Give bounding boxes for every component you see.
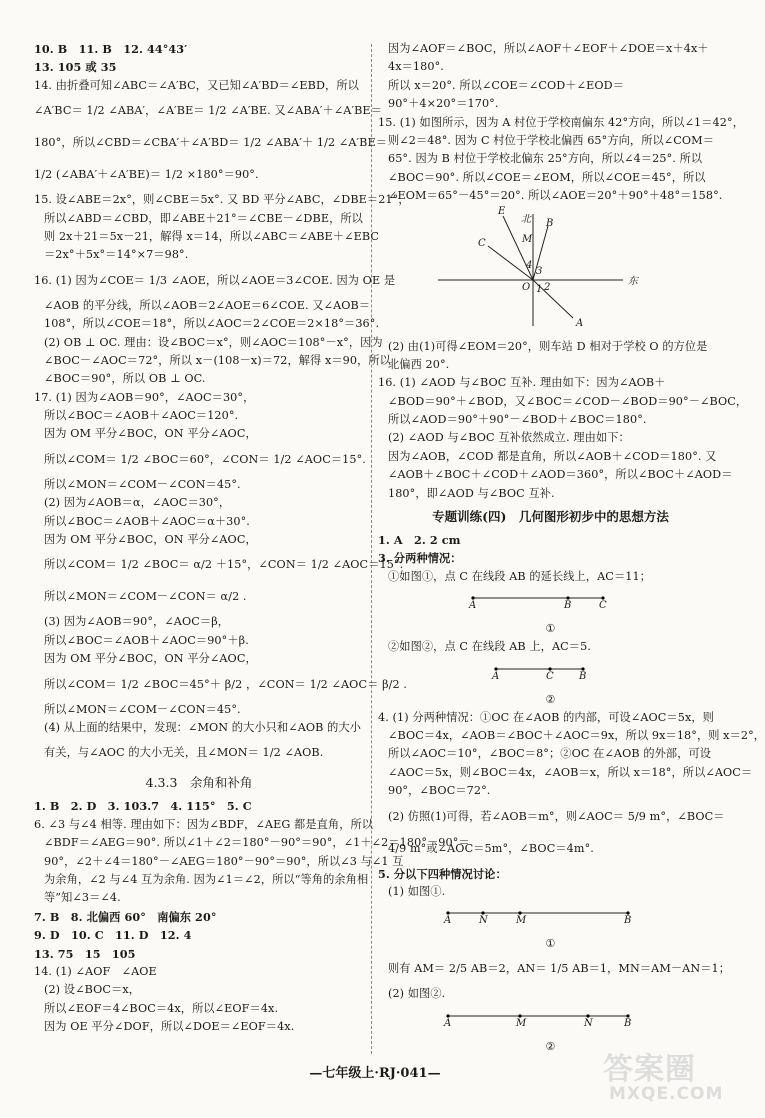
fig-label-O: O — [522, 281, 531, 293]
answer-line: (2) 因为∠AOB＝α，∠AOC＝30°， — [44, 496, 231, 510]
seg2-caption: ② — [545, 692, 556, 706]
answer-line: ∠BOC＝90°，所以 OB ⊥ OC. — [44, 372, 206, 386]
answer-line: (2) 由(1)可得∠EOM＝20°，则车站 D 相对于学校 O 的方位是 — [388, 339, 708, 353]
answer-line: 90°，∠2＋∠4＝180°－∠AEG＝180°－90°＝90°，所以∠3 与∠1 互 — [44, 854, 404, 868]
seg4-label-N: N — [584, 1017, 593, 1029]
section-heading-special: 专题训练(四) 几何图形初步中的思想方法 — [432, 509, 669, 525]
answer-line: 所以∠COM＝ 1/2 ∠BOC＝60°，∠CON＝ 1/2 ∠AOC＝15°. — [44, 452, 366, 466]
seg2-label-C: C — [546, 670, 554, 682]
segment-figure-3 — [378, 901, 723, 935]
right-answer-lines — [378, 40, 744, 206]
answer-line: 则 2x＋21＝5x－21，解得 x＝14，所以∠ABC＝∠ABE＋∠EBC — [44, 229, 380, 243]
seg1-label-C: C — [599, 600, 607, 612]
answer-line: 所以∠BOC＝∠AOB＋∠AOC＝α＋30°. — [44, 514, 250, 528]
answer-line: 所以∠BOC＝∠AOB＋∠AOC＝90°＋β. — [44, 633, 249, 647]
answer-line: 所以∠COM＝ 1/2 ∠BOC＝ α/2 ＋15°，∠CON＝ 1/2 ∠AOC＝15°. — [44, 558, 404, 572]
seg3-label-N: N — [479, 915, 488, 927]
right-answer-lines-4 — [378, 709, 765, 902]
answer-line: 所以 x＝20°. 所以∠COE＝∠COD＋∠EOD＝ — [388, 78, 625, 92]
answer-line: 所以∠COM＝ 1/2 ∠BOC＝45°＋ β/2 ，∠CON＝ 1/2 ∠AOC＝ β/2 . — [44, 677, 408, 691]
answer-line: ∠BOD＝90°＋∠BOD，又∠BOC＝∠COD－∠BOD＝90°－∠BOC， — [388, 394, 748, 408]
right-answer-lines-5 — [378, 953, 731, 1003]
answer-line: 17. (1) 因为∠AOB＝90°，∠AOC＝30°， — [34, 390, 255, 404]
fig-label-B: B — [546, 217, 554, 229]
answer-line: 等”知∠3＝∠4. — [44, 891, 121, 905]
answer-line: 1. B 2. D 3. 103.7 4. 115° 5. C — [34, 799, 252, 814]
answer-line: (2) OB ⊥ OC. 理由：设∠BOC＝x°，则∠AOC＝108°－x°，因为 — [44, 335, 383, 349]
answer-line: ∠BDF＝∠AEG＝90°. 所以∠1＋∠2＝180°－90°＝90°，∠1＋∠2＝180°－90°＝ — [44, 836, 470, 850]
fig-label-2: 2 — [544, 281, 551, 293]
answer-line: 14. (1) ∠AOF ∠AOE — [34, 964, 157, 978]
answer-line: 为余角，∠2 与∠4 互为余角. 因为∠1＝∠2，所以“等角的余角相 — [44, 872, 369, 886]
answer-line: 所以∠AOC＝10°，∠BOC＝8°；②OC 在∠AOB 的外部，可设 — [388, 747, 712, 761]
answer-line: 108°，所以∠COE＝18°，所以∠AOC＝2∠COE＝2×18°＝36°. — [44, 317, 380, 331]
answer-line: 90°，∠BOC＝72°. — [388, 784, 491, 798]
answer-line: 1/2 (∠ABA′＋∠A′BE)＝ 1/2 ×180°＝90°. — [34, 168, 259, 182]
answer-line: 所以∠EOF＝4∠BOC＝4x，所以∠EOF＝4x. — [44, 1001, 279, 1015]
answer-line: (2) 仿照(1)可得，若∠AOB＝m°，则∠AOC＝ 5/9 m°，∠BOC＝ — [388, 809, 725, 823]
watermark-logo — [595, 1040, 740, 1112]
answer-line: 13. 75 15 105 — [34, 946, 136, 961]
right-column — [378, 40, 765, 1056]
right-answer-lines-2 — [378, 338, 748, 504]
segment-figure-1 — [378, 586, 723, 620]
segment-figure-4 — [378, 1004, 723, 1038]
answer-line: 3. 分两种情况： — [378, 551, 462, 566]
seg3-caption: ① — [545, 937, 556, 951]
answer-line: ②如图②，点 C 在线段 AB 上，AC＝5. — [388, 640, 591, 654]
answer-line: 4x＝180°. — [388, 60, 444, 74]
answer-line: 6. ∠3 与∠4 相等. 理由如下：因为∠BDF，∠AEG 都是直角，所以 — [34, 817, 374, 831]
answer-line: 所以∠MON＝∠COM－∠CON＝45°. — [44, 477, 241, 491]
seg4-label-M: M — [516, 1017, 527, 1029]
fig-label-north: 北 — [521, 213, 531, 225]
seg1-label-A: A — [469, 600, 477, 612]
answer-line: 90°＋4×20°＝170°. — [388, 97, 499, 111]
answer-line: 因为 OM 平分∠BOC，ON 平分∠AOC， — [44, 652, 257, 666]
answer-line: 因为 OE 平分∠DOF，所以∠DOE＝∠EOF＝4x. — [44, 1020, 295, 1034]
answer-line: 因为∠AOB，∠COD 都是直角，所以∠AOB＋∠COD＝180°. 又 — [388, 449, 717, 463]
fig-label-1: 1 — [536, 283, 543, 295]
answer-line: 180°，即∠AOD 与∠BOC 互补. — [388, 486, 555, 500]
answer-line: ∠A′BC＝ 1/2 ∠ABA′，∠A′BE＝ 1/2 ∠A′BE. 又∠ABA′＋∠A′BE＝ — [34, 104, 382, 118]
seg3-label-A: A — [444, 915, 452, 927]
seg3-label-B: B — [624, 915, 632, 927]
answer-line: ∠BOC－∠AOC＝72°，所以 x－(108－x)＝72，解得 x＝90，所以 — [44, 353, 391, 367]
answer-line: 北偏西 20°. — [388, 357, 450, 371]
answer-line: (2) 如图②. — [388, 987, 446, 1001]
seg4-label-A: A — [444, 1017, 452, 1029]
answer-line: 1. A 2. 2 cm — [378, 533, 461, 548]
answer-line: 65°. 因为 B 村位于学校北偏东 25°方向，所以∠4＝25°. 所以 — [388, 152, 703, 166]
answer-line: 5. 分以下四种情况讨论： — [378, 866, 507, 881]
answer-line: ＝2x°＋5x°＝14°×7＝98°. — [44, 248, 189, 262]
answer-line: ∠BOC＝90°. 所以∠COE＝∠EOM，所以∠COE＝45°，所以 — [388, 170, 706, 184]
answer-line: ∠EOM＝65°－45°＝20°. 所以∠AOE＝20°＋90°＋48°＝158°. — [388, 189, 723, 203]
answer-line: 所以∠BOC＝∠AOB＋∠AOC＝120°. — [44, 409, 239, 423]
answer-line: 所以∠ABD＝∠CBD，即∠ABE＋21°＝∠CBE－∠DBE，所以 — [44, 211, 363, 225]
left-answer-lines — [34, 40, 410, 769]
answer-line: (4) 从上面的结果中，发现：∠MON 的大小只和∠AOB 的大小 — [44, 720, 362, 734]
answer-line: ∠AOB 的平分线，所以∠AOB＝2∠AOE＝6∠COE. 又∠AOB＝ — [44, 298, 371, 312]
answer-line: 15. 设∠ABE＝2x°，则∠CBE＝5x°. 又 BD 平分∠ABC，∠DBE＝21°， — [34, 193, 410, 207]
right-answer-lines-3 — [378, 531, 723, 586]
answer-line: (1) 如图①. — [388, 884, 446, 898]
seg1-label-B: B — [564, 600, 572, 612]
watermark-line1: 答案圈 — [603, 1052, 696, 1087]
answer-line: 有关，与∠AOC 的大小无关，且∠MON＝ 1/2 ∠AOB. — [44, 746, 324, 760]
answer-line: ∠BOC＝4x，∠AOB＝∠BOC＋∠AOC＝9x，所以 9x＝18°，则 x＝2°， — [388, 728, 765, 742]
answer-line: (2) ∠AOD 与∠BOC 互补依然成立. 理由如下： — [388, 431, 630, 445]
fig-label-3: 3 — [536, 265, 543, 277]
seg4-label-B: B — [624, 1017, 632, 1029]
page-footer: —七年级上·RJ·041— — [309, 1066, 441, 1081]
answer-line: 9. D 10. C 11. D 12. 4 — [34, 928, 192, 943]
fig-label-C: C — [478, 237, 486, 249]
answer-line: ∠AOB＋∠BOC＋∠COD＋∠AOD＝360°，所以∠BOC＋∠AOD＝ — [388, 468, 733, 482]
answer-line: 则有 AM＝ 2/5 AB＝2，AN＝ 1/5 AB＝1，MN＝AM－AN＝1； — [388, 962, 731, 976]
fig-label-4: 4 — [526, 259, 533, 271]
answer-line: 因为 OM 平分∠BOC，ON 平分∠AOC， — [44, 427, 257, 441]
answer-line: 10. B 11. B 12. 44°43′ — [34, 42, 188, 56]
answer-line: ①如图①，点 C 在线段 AB 的延长线上，AC＝11； — [388, 569, 651, 583]
answer-line: 所以∠AOD＝90°＋90°－∠BOD＋∠BOC＝180°. — [388, 413, 647, 427]
answer-line: 13. 105 或 35 — [34, 60, 117, 75]
segment-figure-2 — [378, 657, 723, 691]
fig-label-E: E — [498, 205, 506, 217]
seg2-label-B: B — [579, 670, 587, 682]
seg1-caption: ① — [545, 622, 556, 636]
answer-line: 则∠2＝48°. 因为 C 村位于学校北偏西 65°方向，所以∠COM＝ — [388, 133, 715, 147]
answer-line: (2) 设∠BOC＝x， — [44, 983, 141, 997]
section-heading-433: 4.3.3 余角和补角 — [145, 775, 253, 791]
seg4-caption: ② — [545, 1039, 556, 1053]
answer-line: (3) 因为∠AOB＝90°，∠AOC＝β， — [44, 615, 230, 629]
fig-label-east: 东 — [628, 275, 638, 287]
seg3-label-M: M — [516, 915, 527, 927]
fig-label-A: A — [576, 317, 584, 329]
watermark-line2: MXQE.COM — [609, 1084, 724, 1104]
direction-figure — [418, 206, 658, 338]
fig-label-M: M — [522, 233, 533, 245]
answer-line: ∠AOC＝5x，则∠BOC＝4x，∠AOB＝x，所以 x＝18°，所以∠AOC＝ — [388, 765, 753, 779]
answer-line: 180°，所以∠CBD＝∠CBA′＋∠A′BD＝ 1/2 ∠ABA′＋ 1/2 ∠A′BE＝ — [34, 136, 388, 150]
answer-line: 16. (1) 因为∠COE＝ 1/3 ∠AOE，所以∠AOE＝3∠COE. 因为 OE 是 — [34, 273, 396, 287]
right-answer-lines-3b — [378, 638, 723, 656]
answer-line: 因为 OM 平分∠BOC，ON 平分∠AOC， — [44, 533, 257, 547]
answer-line: 因为∠AOF＝∠BOC，所以∠AOF＋∠EOF＋∠DOE＝x＋4x＋ — [388, 42, 709, 55]
answer-line: 所以∠MON＝∠COM－∠CON＝45°. — [44, 702, 241, 716]
answer-line: 4/9 m°或∠AOC＝5m°，∠BOC＝4m°. — [388, 841, 594, 855]
answer-line: 所以∠MON＝∠COM－∠CON＝ α/2 . — [44, 590, 247, 604]
answer-line: 14. 由折叠可知∠ABC＝∠A′BC，又已知∠A′BD＝∠EBD，所以 — [34, 78, 359, 92]
answer-line: 7. B 8. 北偏西 60° 南偏东 20° — [34, 909, 217, 924]
answer-line: 15. (1) 如图所示，因为 A 村位于学校南偏东 42°方向，所以∠1＝42°， — [378, 115, 744, 129]
seg2-label-A: A — [492, 670, 500, 682]
answer-line: 16. (1) ∠AOD 与∠BOC 互补. 理由如下：因为∠AOB＋ — [378, 376, 666, 390]
answer-line: 4. (1) 分两种情况：①OC 在∠AOB 的内部，可设∠AOC＝5x，则 — [378, 710, 714, 724]
